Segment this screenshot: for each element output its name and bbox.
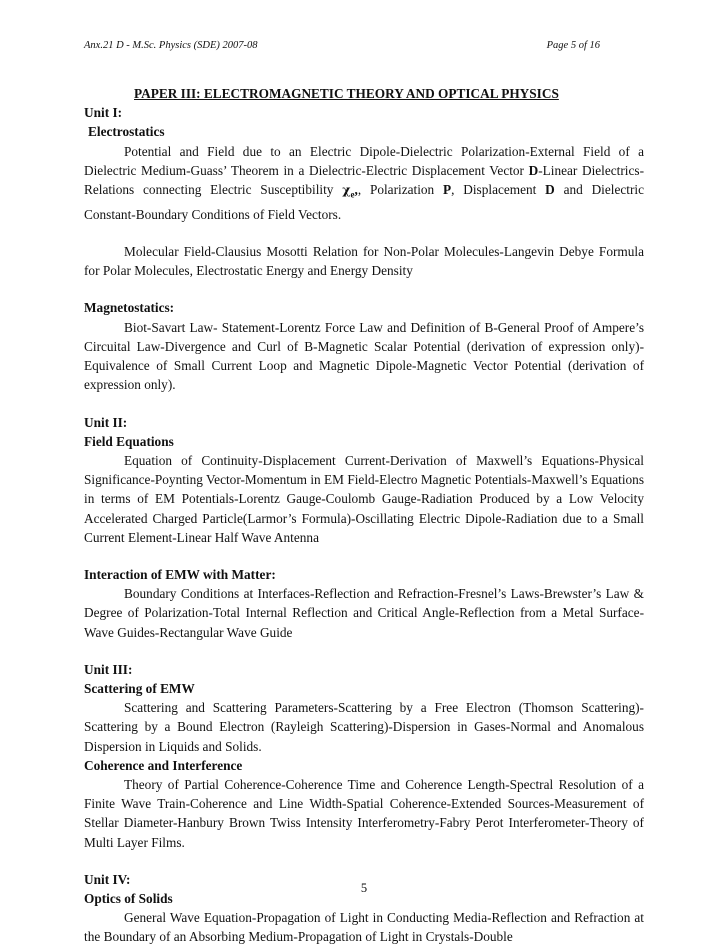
header-page-count: Page 5 of 16 [546,40,600,51]
unit-3-label: Unit III: [84,661,133,677]
page-header [84,40,600,51]
field-equations-paragraph: Equation of Continuity-Displacement Current-Derivation of Maxwell’s Equations-Physical Significance-Poynting Vector-Momentum in EM Field-Electro Magnetic Potentials-Maxwell’s Equations in terms of EM Potentials-Lorentz Gauge-Coulomb Gauge-Radiation Produced by a Low Velocity Accelerated Charged Particle(Larmor’s Formula)-Oscillating Electric Dipole-Radiation due to a Small Current Element-Linear Half Wave Antenna [84,452,644,545]
coherence-paragraph: Theory of Partial Coherence-Coherence Time and Coherence Length-Spectral Resolution of a Finite Wave Train-Coherence and Line Width-Spatial Coherence-Extended Sources-Measurement of Stellar Diameter-Hanbury Brown Twiss Intensity Interferometry-Fabry Perot Interferometer-Theory of Multi Layer Films. [84,776,644,850]
magnetostatics-heading: Magnetostatics: [84,300,175,316]
chi-symbol: χ [342,182,351,198]
unit-1-label: Unit I: [84,105,123,121]
header-document-id: Anx.21 D - M.Sc. Physics (SDE) 2007-08 [84,40,258,51]
optics-solids-heading: Optics of Solids [84,890,173,906]
optics-solids-paragraph: General Wave Equation-Propagation of Light in Conducting Media-Reflection and Refraction at the Boundary of an Absorbing Medium-Propagation of Light in Crystals-Double [84,910,644,945]
emw-matter-heading: Interaction of EMW with Matter: [84,566,276,582]
electrostatics-paragraph-2: Molecular Field-Clausius Mosotti Relation for Non-Polar Molecules-Langevin Debye Formula for Polar Molecules, Electrostatic Energy and Energy Density [84,244,644,279]
scattering-heading: Scattering of EMW [84,680,195,696]
unit-4-label: Unit IV: [84,871,131,887]
coherence-heading: Coherence and Interference [84,757,243,773]
electrostatics-paragraph-1: Potential and Field due to an Electric Dipole-Dielectric Polarization-External Field of a Dielectric Medium-Guass’ Theorem in a Dielectric-Electric Displacement Vector D-Linear Dielectrics-Relations connecting Electric Susceptibility $\chi_e$,, Polarization P, Displacement D and Dielectric Constant-Boundary Conditions of Field Vectors. [84,143,645,222]
page-content [84,84,644,947]
electrostatics-heading: Electrostatics [88,124,165,140]
scattering-paragraph: Scattering and Scattering Parameters-Scattering by a Free Electron (Thomson Scattering)-Scattering by a Bound Electron (Rayleigh Scattering)-Dispersion in Gases-Normal and Anomalous Dispersion in Liquids and Solids. [84,700,644,754]
page-number: 5 [360,881,368,895]
vector-d-symbol-2: D [545,182,555,198]
emw-matter-paragraph: Boundary Conditions at Interfaces-Reflection and Refraction-Fresnel’s Laws-Brewster’s Law & Degree of Polarization-Total Internal Reflection and Critical Angle-Reflection from a Metal Surface-Wave Guides-Rectangular Wave Guide [84,586,644,640]
vector-p-symbol: P [443,182,452,198]
unit-2-label: Unit II: [84,414,128,430]
paper-title: PAPER III: ELECTROMAGNETIC THEORY AND OPTICAL PHYSICS [134,86,559,101]
vector-d-symbol: D [528,162,539,178]
magnetostatics-paragraph: Biot-Savart Law- Statement-Lorentz Force Law and Definition of B-General Proof of Ampere’s Circuital Law-Divergence and Curl of B-Magnetic Scalar Potential (derivation of expression only)-Equivalence of Small Current Loop and Magnetic Dipole-Magnetic Vector Potential (derivation of expression only). [84,319,644,393]
field-equations-heading: Field Equations [84,433,174,449]
